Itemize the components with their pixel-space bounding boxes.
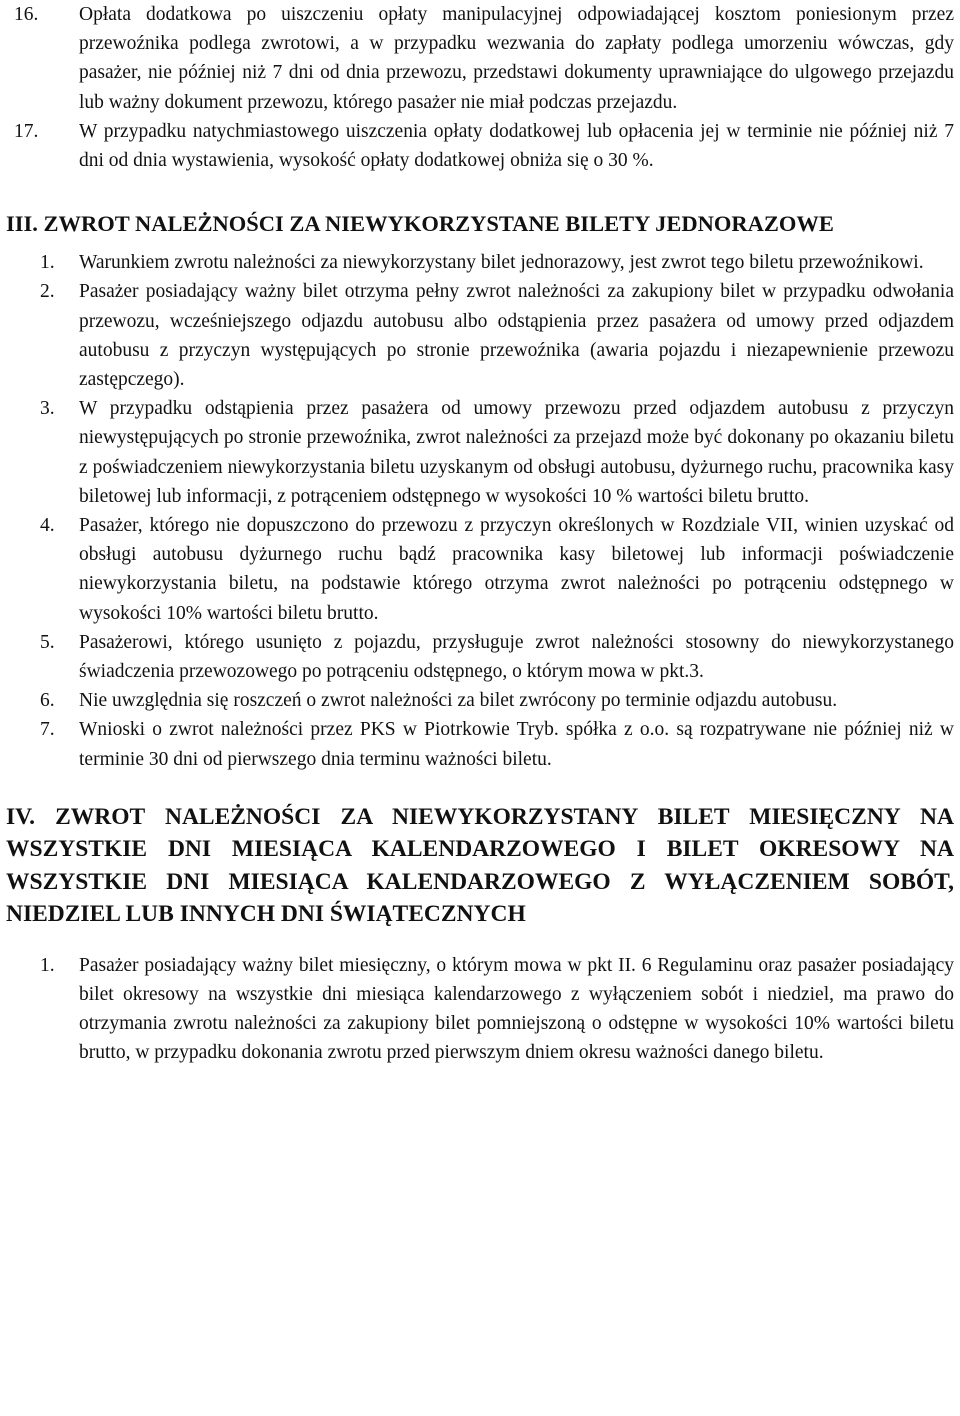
item-number: 5. [40, 631, 55, 653]
item-number: 2. [40, 281, 55, 303]
top-list [6, 0, 954, 175]
list-item [6, 686, 954, 715]
item-number: 6. [40, 690, 55, 712]
item-number: 3. [40, 398, 55, 420]
item-text: Nie uwzględnia się roszczeń o zwrot należności za bilet zwrócony po terminie odjazdu autobusu. [79, 690, 838, 712]
list-item [6, 0, 954, 117]
item-number: 16. [14, 4, 39, 25]
item-text: Pasażer, którego nie dopuszczono do przewozu z przyczyn określonych w Rozdziale VII, winien uzyskać od obsługi autobusu dyżurnego ruchu bądź pracownika kasy biletowej lub informacji poświadczenie niewykorzystania biletu, na podstawie którego otrzyma zwrot należności po potrąceniu odstępnego w wysokości 10% wartości biletu brutto. [79, 515, 954, 624]
item-number: 1. [40, 252, 55, 274]
section-3-list [6, 248, 954, 774]
item-number: 7. [40, 719, 55, 741]
list-item [6, 394, 954, 511]
item-number: 17. [14, 120, 39, 142]
item-text: W przypadku odstąpienia przez pasażera od umowy przewozu przed odjazdem autobusu z przyczyn niewystępujących po stronie przewoźnika, zwrot należności za przejazd może być dokonany po okazaniu biletu z poświadczeniem niewykorzystania biletu uzyskanym od obsługi autobusu, dyżurnego ruchu, pracownika kasy biletowej lub informacji, z potrąceniem odstępnego w wysokości 10 % wartości biletu brutto. [79, 398, 954, 507]
list-item [6, 248, 954, 277]
section-4-title: IV. ZWROT NALEŻNOŚCI ZA NIEWYKORZYSTANY BILET MIESIĘCZNY NA WSZYSTKIE DNI MIESIĄCA KALENDARZOWEGO I BILET OKRESOWY NA WSZYSTKIE DNI MIESIĄCA KALENDARZOWEGO Z WYŁĄCZENIEM SOBÓT, NIEDZIEL LUB INNYCH DNI ŚWIĄTECZNYCH [6, 803, 954, 928]
item-text: Opłata dodatkowa po uiszczeniu opłaty manipulacyjnej odpowiadającej kosztom poniesionym przez przewoźnika podlega zwrotowi, a w przypadku wezwania do zapłaty podlega umorzeniu wówczas, gdy pasażer, nie później niż 7 dni od dnia przewozu, przedstawi dokumenty uprawniające do ulgowego przejazdu lub ważny dokument przewozu, którego pasażer nie miał podczas przejazdu. [79, 4, 954, 113]
section-4-list [6, 951, 954, 1068]
item-text: Wnioski o zwrot należności przez PKS w Piotrkowie Tryb. spółka z o.o. są rozpatrywane nie później niż w terminie 30 dni od pierwszego dnia terminu ważności biletu. [79, 719, 954, 770]
list-item [6, 511, 954, 628]
list-item [6, 951, 954, 1068]
item-text: Pasażerowi, którego usunięto z pojazdu, przysługuje zwrot należności stosowny do niewykorzystanego świadczenia przewozowego po potrąceniu odstępnego, o którym mowa w pkt.3. [79, 631, 954, 683]
item-text: W przypadku natychmiastowego uiszczenia opłaty dodatkowej lub opłacenia jej w terminie nie później niż 7 dni od dnia wystawienia, wysokość opłaty dodatkowej obniża się o 30 %. [79, 120, 954, 172]
item-text: Pasażer posiadający ważny bilet otrzyma pełny zwrot należności za zakupiony bilet w przypadku odwołania przewozu, wcześniejszego odjazdu autobusu albo odstąpienia przez pasażera od umowy przed odjazdem autobusu z przyczyn występujących po stronie przewoźnika (awaria pojazdu i niezapewnienie przewozu zastępczego). [79, 281, 954, 391]
list-item [6, 628, 954, 686]
list-item [6, 117, 954, 175]
item-number: 1. [40, 954, 55, 976]
list-item [6, 715, 954, 773]
item-text: Pasażer posiadający ważny bilet miesięczny, o którym mowa w pkt II. 6 Regulaminu oraz pasażer posiadający bilet okresowy na wszystkie dni miesiąca kalendarzowego z wyłączeniem sobót i niedziel, ma prawo do otrzymania zwrotu należności za zakupiony bilet pomniejszoną o odstępne w wysokości 10% wartości biletu brutto, w przypadku dokonania zwrotu przed pierwszym dniem okresu ważności danego biletu. [79, 954, 954, 1064]
item-text: Warunkiem zwrotu należności za niewykorzystany bilet jednorazowy, jest zwrot tego biletu przewoźnikowi. [79, 252, 924, 274]
list-item [6, 277, 954, 394]
section-3-title: III. ZWROT NALEŻNOŚCI ZA NIEWYKORZYSTANE BILETY JEDNORAZOWE [6, 211, 834, 237]
item-number: 4. [40, 515, 55, 537]
